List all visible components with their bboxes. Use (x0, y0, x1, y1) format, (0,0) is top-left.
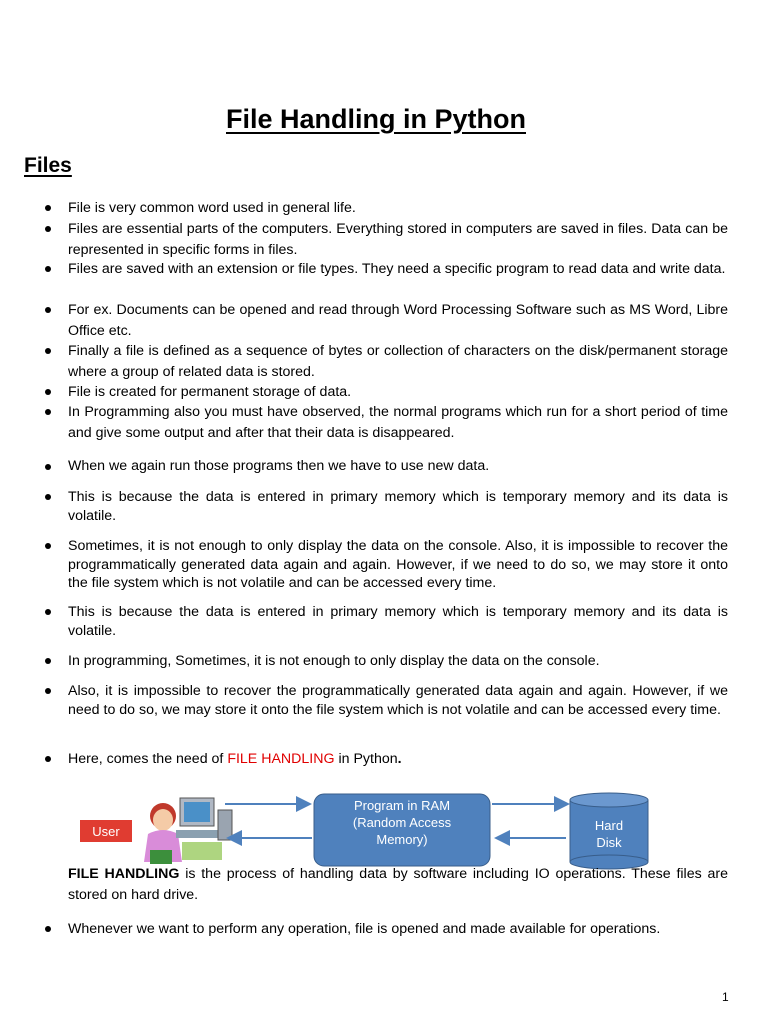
page-number: 1 (722, 990, 729, 1004)
file-handling-highlight: FILE HANDLING (227, 751, 335, 767)
bullet-dot (45, 494, 51, 500)
bullet-dot (45, 658, 51, 664)
bullet-item-4: For ex. Documents can be opened and read through Word Processing Software such as MS Word, Libre Office etc. (68, 302, 728, 339)
bullet-dot (45, 609, 51, 615)
bullet-dot (45, 409, 51, 415)
user-label: User (92, 824, 120, 839)
user-computer-icon (144, 798, 232, 864)
need-end: . (397, 751, 402, 767)
bullet-item-6: File is created for permanent storage of data. (68, 384, 352, 400)
bullet-dot (45, 348, 51, 354)
bullet-dot (45, 226, 51, 232)
document-title: File Handling in Python (226, 104, 526, 134)
bullet-dot (45, 464, 51, 470)
disk-label-line2: Disk (596, 835, 622, 850)
file-handling-definition (68, 864, 728, 906)
bullet-dot (45, 543, 51, 549)
bullet-item-1: File is very common word used in general life. (68, 200, 356, 216)
bullet-item-10: Sometimes, it is not enough to only display the data on the console. Also, it is impossible to recover the programmatically generated data again and again. However, if we need to do so, we may store it onto the file system which is not volatile and can be accessed every time. (68, 538, 728, 591)
ram-label-line3: Memory) (376, 832, 428, 847)
bullet-item-2: Files are essential parts of the computers. Everything stored in computers are saved in files. Data can be represented in specific forms in files. (68, 221, 728, 258)
file-handling-diagram (80, 790, 650, 870)
bullet-item-13: Also, it is impossible to recover the programmatically generated data again and again. However, if we need to do so, we may store it onto the file system which is not volatile and can be accessed every time. (68, 683, 728, 718)
section-heading-files: Files (24, 154, 72, 177)
ram-label-line1: Program in RAM (353, 798, 451, 813)
bullet-dot (45, 205, 51, 211)
bullet-item-3: Files are saved with an extension or file types. They need a specific program to read data and write data. (68, 261, 726, 277)
need-prefix: Here, comes the need of (68, 751, 228, 767)
bullet-item-8: When we again run those programs then we have to use new data. (68, 458, 490, 474)
disk-label-line1: Hard (594, 818, 624, 833)
bullet-item-7: In Programming also you must have observed, the normal programs which run for a short period of time and give some output and after that their data is disappeared. (68, 404, 728, 441)
bullet-item-11: This is because the data is entered in primary memory which is temporary memory and its data is volatile. (68, 604, 728, 639)
bullet-dot (45, 756, 51, 762)
bullet-dot (45, 389, 51, 395)
bullet-item-file-handling-need (68, 749, 728, 770)
need-suffix: in Python (334, 751, 398, 767)
bullet-item-12: In programming, Sometimes, it is not enough to only display the data on the console. (68, 653, 600, 669)
ram-label-line2: (Random Access (352, 815, 452, 830)
bullet-dot (45, 266, 51, 272)
bullet-item-5: Finally a file is defined as a sequence of bytes or collection of characters on the disk/permanent storage where a group of related data is stored. (68, 343, 728, 380)
bullet-item-last: Whenever we want to perform any operation, file is opened and made available for operations. (68, 921, 661, 937)
bullet-dot (45, 926, 51, 932)
bullet-item-9: This is because the data is entered in primary memory which is temporary memory and its data is volatile. (68, 489, 728, 524)
bullet-dot (45, 307, 51, 313)
file-handling-text: is the process of handling data by software including IO operations. These files are stored on hard drive. (68, 866, 728, 903)
bullet-dot (45, 688, 51, 694)
file-handling-term: FILE HANDLING (68, 866, 180, 882)
